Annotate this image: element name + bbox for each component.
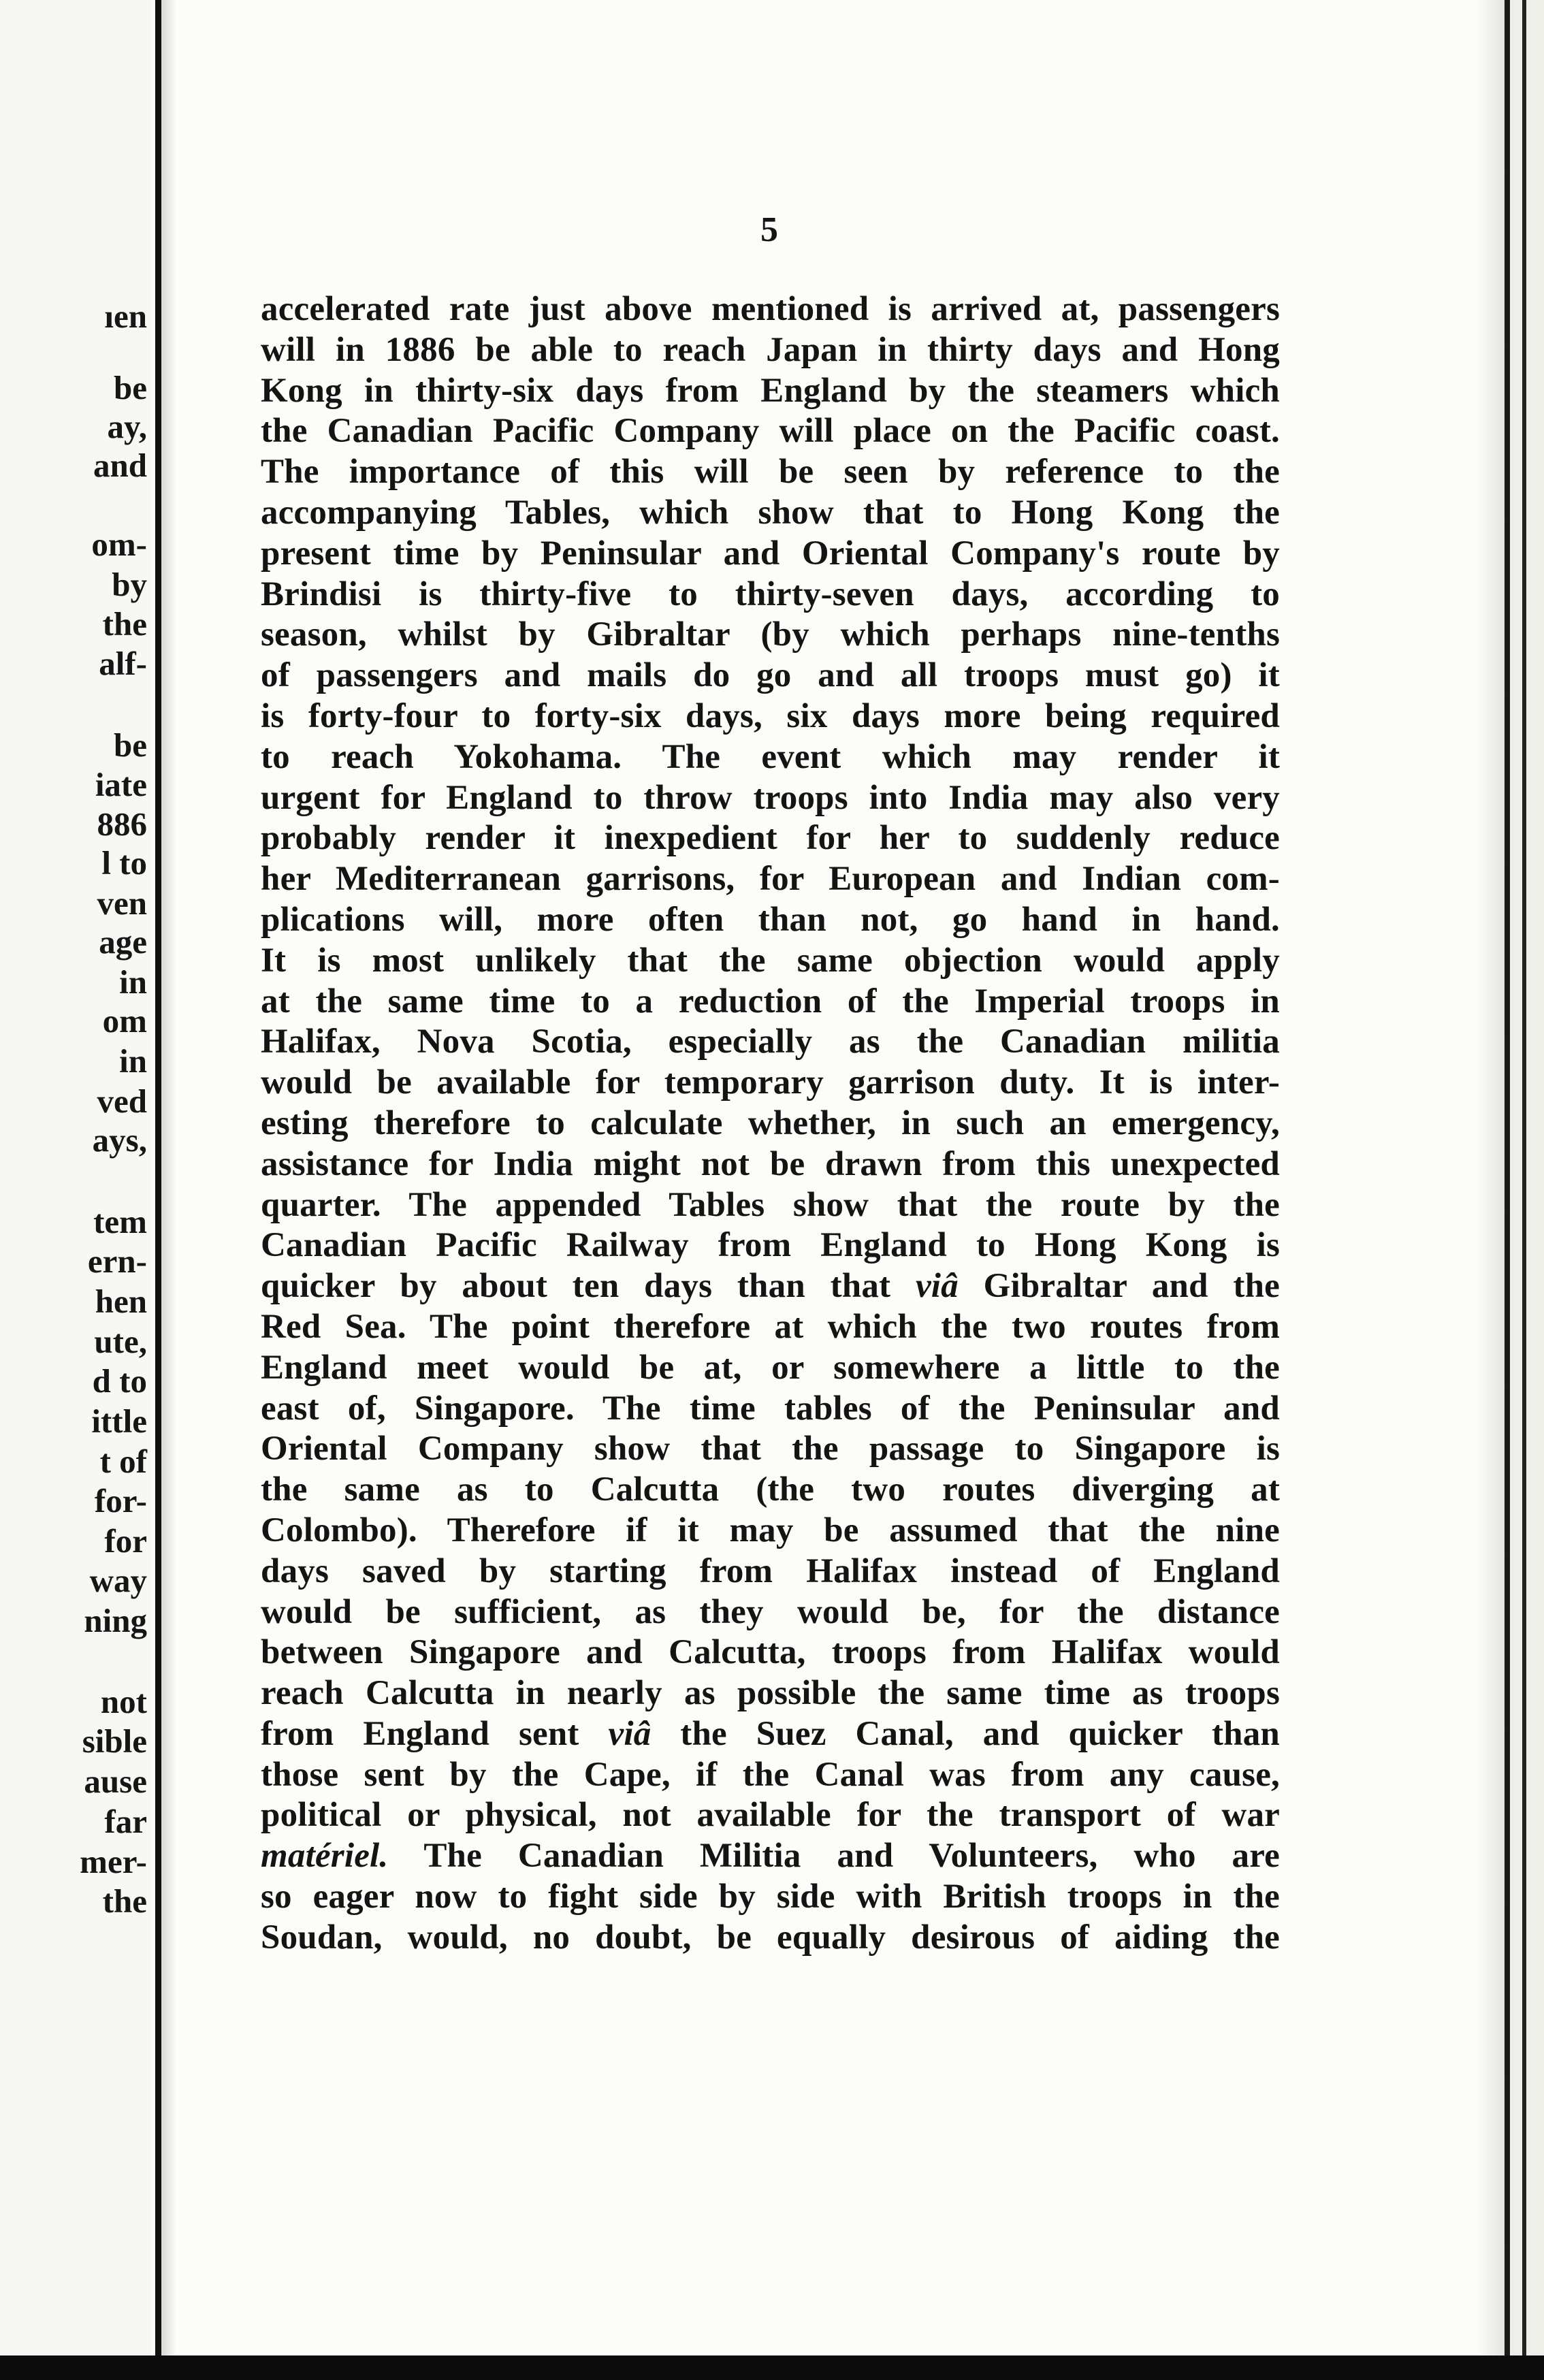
text-line: reach Calcutta in nearly as possible the same time as troops	[261, 1674, 1280, 1713]
facing-page-fragment: way	[89, 1562, 147, 1599]
facing-page-fragment: om	[102, 1002, 147, 1040]
text-line: to reach Yokohama. The event which may render it	[261, 737, 1280, 776]
facing-page-fragment: ıen	[104, 298, 147, 335]
facing-page-fragment: 886	[97, 805, 147, 843]
text-line: Kong in thirty-six days from England by the steamers which	[261, 371, 1280, 410]
text-line: Brindisi is thirty-five to thirty-seven days, according to	[261, 575, 1280, 613]
facing-page-fragment: hen	[95, 1283, 147, 1320]
facing-page-fragment: far	[104, 1803, 147, 1840]
facing-page-fragment: d to	[92, 1362, 147, 1400]
facing-page-fragment: t of	[99, 1443, 147, 1480]
text-line: plications will, more often than not, go hand in hand.	[261, 900, 1280, 939]
text-line: The importance of this will be seen by reference to the	[261, 453, 1280, 492]
facing-page-fragment: ause	[84, 1763, 147, 1800]
gutter-rule	[155, 0, 161, 2380]
right-edge-margin	[1510, 0, 1544, 2380]
facing-page-fragment: for	[104, 1522, 147, 1560]
text-line: would be available for temporary garrison duty. It is inter-	[261, 1063, 1280, 1102]
facing-page-fragment: ven	[97, 884, 147, 922]
facing-page-fragment: om-	[91, 526, 147, 563]
text-line: the same as to Calcutta (the two routes diverging at	[261, 1470, 1280, 1509]
facing-page-fragment: tem	[93, 1203, 147, 1240]
text-line: esting therefore to calculate whether, in such an emergency,	[261, 1104, 1280, 1142]
italic-word: viâ	[915, 1267, 959, 1306]
text-line: quarter. The appended Tables show that the route by the	[261, 1185, 1280, 1224]
facing-page-fragment: l to	[101, 844, 147, 882]
text-line: those sent by the Cape, if the Canal was from any cause,	[261, 1755, 1280, 1794]
facing-page-fragment: ays,	[92, 1121, 147, 1159]
text-line: Canadian Pacific Railway from England to Hong Kong is	[261, 1226, 1280, 1265]
text-line: accompanying Tables, which show that to Hong Kong the	[261, 493, 1280, 532]
text-line: from England sent viâ the Suez Canal, and quicker than	[261, 1714, 1280, 1753]
facing-page-edge	[0, 0, 151, 2380]
text-line: season, whilst by Gibraltar (by which perhaps nine-tenths	[261, 615, 1280, 654]
text-line: present time by Peninsular and Oriental Company's route by	[261, 534, 1280, 573]
facing-page-fragment: alf-	[99, 645, 147, 682]
right-edge-rule-outer	[1522, 0, 1526, 2380]
text-line: her Mediterranean garrisons, for European and Indian com-	[261, 860, 1280, 899]
italic-word: viâ	[608, 1714, 652, 1753]
facing-page-fragment: for-	[94, 1482, 147, 1519]
text-line: so eager now to fight side by side with British troops in the	[261, 1878, 1280, 1916]
text-line: between Singapore and Calcutta, troops from Halifax would	[261, 1633, 1280, 1672]
text-line: days saved by starting from Halifax instead of England	[261, 1551, 1280, 1590]
text-line: will in 1886 be able to reach Japan in thirty days and Hong	[261, 330, 1280, 369]
text-line: east of, Singapore. The time tables of the Peninsular and	[261, 1389, 1280, 1428]
text-line: of passengers and mails do go and all troops must go) it	[261, 656, 1280, 695]
text-line: Oriental Company show that the passage to Singapore is	[261, 1430, 1280, 1468]
facing-page-fragment: sible	[82, 1722, 147, 1760]
text-line: assistance for India might not be drawn from this unexpected	[261, 1144, 1280, 1183]
text-line: It is most unlikely that the same objection would apply	[261, 941, 1280, 980]
text-line: Halifax, Nova Scotia, especially as the Canadian militia	[261, 1023, 1280, 1061]
facing-page-fragment: be	[114, 369, 147, 406]
text-line: England meet would be at, or somewhere a little to the	[261, 1348, 1280, 1387]
facing-page-fragment: by	[112, 566, 147, 603]
facing-page-fragment: ay,	[107, 408, 147, 445]
italic-word: matériel.	[261, 1837, 389, 1876]
facing-page-fragment: be	[114, 726, 147, 764]
facing-page-fragment: ittle	[91, 1402, 147, 1440]
text-line: quicker by about ten days than that viâ Gibraltar and the	[261, 1267, 1280, 1306]
facing-page-fragment: the	[102, 1882, 147, 1920]
facing-page-fragment: and	[93, 447, 147, 484]
facing-page-fragment: age	[99, 923, 147, 961]
text-line: matériel. The Canadian Militia and Volunteers, who are	[261, 1837, 1280, 1876]
facing-page-fragment: ning	[84, 1602, 147, 1639]
facing-page-fragment: iate	[95, 766, 147, 803]
facing-page-fragment: mer-	[80, 1843, 147, 1880]
bottom-scan-border	[0, 2355, 1544, 2380]
right-edge-rule	[1505, 0, 1510, 2380]
body-text	[261, 289, 1280, 1959]
text-line: Red Sea. The point therefore at which the two routes from	[261, 1307, 1280, 1346]
text-line: would be sufficient, as they would be, for the distance	[261, 1592, 1280, 1631]
facing-page-fragment: ute,	[94, 1323, 147, 1360]
text-line: at the same time to a reduction of the Imperial troops in	[261, 982, 1280, 1020]
facing-page-fragment: not	[100, 1683, 147, 1720]
text-line: urgent for England to throw troops into India may also very	[261, 778, 1280, 817]
page-number: 5	[760, 210, 778, 249]
text-line: accelerated rate just above mentioned is arrived at, passengers	[261, 290, 1280, 328]
text-line: probably render it inexpedient for her to suddenly reduce	[261, 819, 1280, 858]
text-line: Soudan, would, no doubt, be equally desirous of aiding the	[261, 1918, 1280, 1957]
text-line: political or physical, not available for the transport of war	[261, 1796, 1280, 1835]
facing-page-fragment: the	[102, 605, 147, 643]
facing-page-fragment: ved	[97, 1082, 147, 1120]
right-edge-shadow	[1477, 0, 1505, 2380]
facing-page-fragment: ern-	[87, 1242, 147, 1280]
gutter-shadow	[161, 0, 176, 2380]
text-line: the Canadian Pacific Company will place on the Pacific coast.	[261, 412, 1280, 451]
text-line: Colombo). Therefore if it may be assumed that the nine	[261, 1511, 1280, 1549]
facing-page-fragment: in	[119, 963, 147, 1001]
text-line: is forty-four to forty-six days, six days more being required	[261, 696, 1280, 735]
facing-page-fragment: in	[119, 1042, 147, 1080]
